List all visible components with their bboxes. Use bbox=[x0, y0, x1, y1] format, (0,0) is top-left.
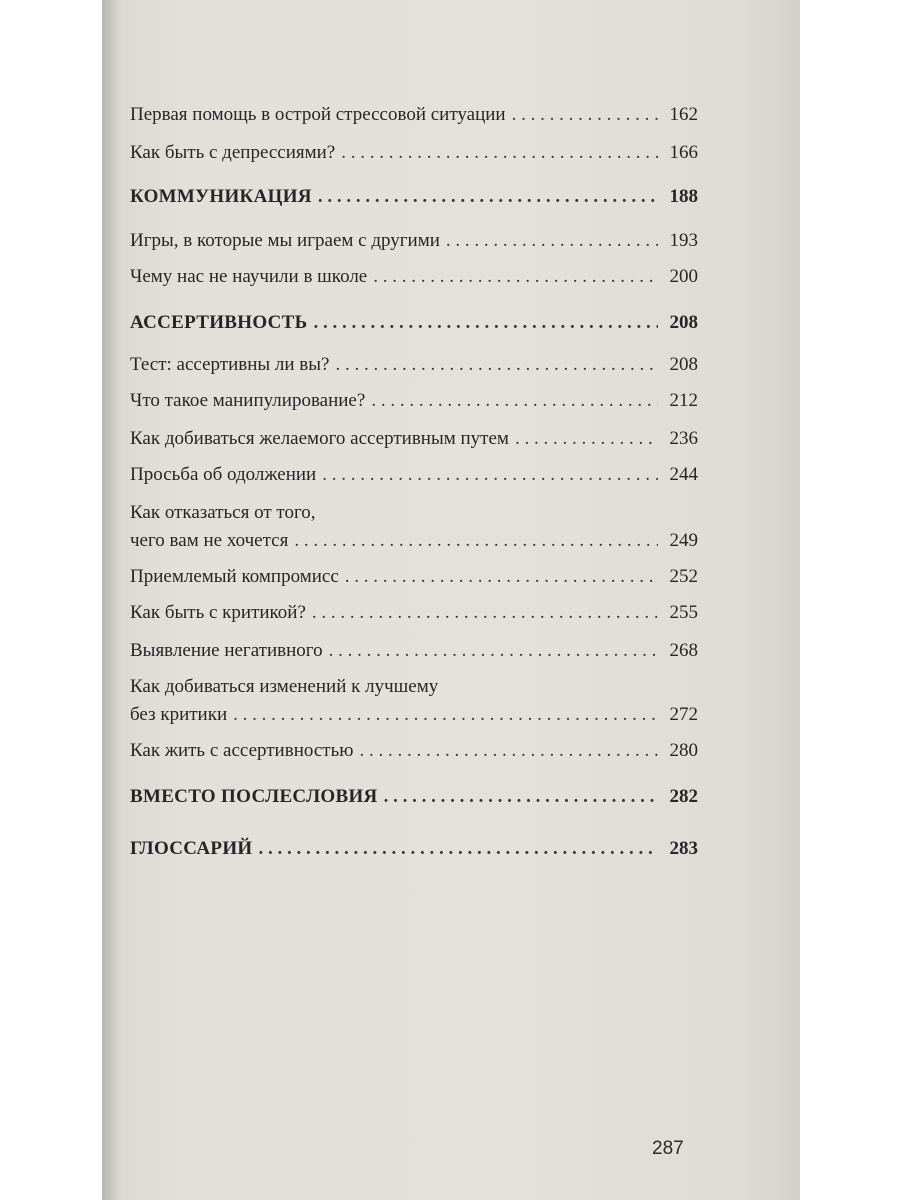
toc-section-title: АССЕРТИВНОСТЬ bbox=[130, 312, 308, 333]
toc-entry bbox=[130, 640, 698, 662]
dot-leader bbox=[341, 142, 658, 164]
dot-leader bbox=[384, 786, 658, 808]
toc-entry bbox=[130, 104, 698, 126]
paper-page bbox=[102, 0, 800, 1200]
toc-section-heading bbox=[130, 186, 698, 208]
toc-entry-page: 272 bbox=[669, 704, 698, 725]
toc-entry-title: без критики bbox=[130, 704, 228, 725]
toc-entry-title: Просьба об одолжении bbox=[130, 464, 317, 485]
toc-entry-title-first-line: Как отказаться от того, bbox=[130, 502, 316, 523]
toc-section-page: 283 bbox=[669, 838, 698, 859]
dot-leader bbox=[373, 266, 658, 288]
toc-entry-page: 280 bbox=[669, 740, 698, 761]
toc-entry-page: 208 bbox=[669, 354, 698, 375]
toc-entry bbox=[130, 704, 698, 726]
toc-entry-page: 268 bbox=[669, 640, 698, 661]
dot-leader bbox=[314, 312, 659, 334]
toc-entry-title: Как быть с критикой? bbox=[130, 602, 306, 623]
binding-shadow bbox=[102, 0, 120, 1200]
toc-section-page: 188 bbox=[669, 186, 698, 207]
toc-section-heading bbox=[130, 312, 698, 334]
toc-section-page: 282 bbox=[669, 786, 698, 807]
dot-leader bbox=[335, 354, 658, 376]
toc-section-title: КОММУНИКАЦИЯ bbox=[130, 186, 312, 207]
dot-leader bbox=[294, 530, 658, 552]
toc-entry-title: Приемлемый компромисс bbox=[130, 566, 339, 587]
toc-entry-page: 236 bbox=[669, 428, 698, 449]
toc-entry-title: Первая помощь в острой стрессовой ситуации bbox=[130, 104, 506, 125]
dot-leader bbox=[371, 390, 658, 412]
toc-entry bbox=[130, 266, 698, 288]
toc-entry bbox=[130, 566, 698, 588]
dot-leader bbox=[345, 566, 658, 588]
toc-entry-page: 193 bbox=[669, 230, 698, 251]
toc-entry-title: Тест: ассертивны ли вы? bbox=[130, 354, 330, 375]
dot-leader bbox=[515, 428, 658, 450]
dot-leader bbox=[312, 602, 658, 624]
toc-entry-title: Игры, в которые мы играем с другими bbox=[130, 230, 440, 251]
toc-entry-title: Выявление негативного bbox=[130, 640, 323, 661]
toc-entry bbox=[130, 530, 698, 552]
toc-entry bbox=[130, 354, 698, 376]
page-number: 287 bbox=[652, 1138, 684, 1159]
toc-entry-title: Как добиваться желаемого ассертивным путем bbox=[130, 428, 509, 449]
toc-entry bbox=[130, 602, 698, 624]
toc-entry-title: чего вам не хочется bbox=[130, 530, 289, 551]
toc-entry-page: 244 bbox=[669, 464, 698, 485]
toc-section-heading bbox=[130, 838, 698, 860]
toc-entry-title: Что такое манипулирование? bbox=[130, 390, 366, 411]
toc-entry-title: Чему нас не научили в школе bbox=[130, 266, 368, 287]
toc-section-page: 208 bbox=[669, 312, 698, 333]
toc-entry-page: 200 bbox=[669, 266, 698, 287]
dot-leader bbox=[329, 640, 658, 662]
dot-leader bbox=[446, 230, 658, 252]
dot-leader bbox=[258, 838, 658, 860]
dot-leader bbox=[322, 464, 658, 486]
dot-leader bbox=[233, 704, 658, 726]
toc-entry-page: 212 bbox=[669, 390, 698, 411]
toc-entry-page: 255 bbox=[669, 602, 698, 623]
toc-entry-page: 249 bbox=[669, 530, 698, 551]
toc-section-title: ГЛОССАРИЙ bbox=[130, 838, 253, 859]
dot-leader bbox=[318, 186, 658, 208]
toc-entry bbox=[130, 390, 698, 412]
toc-entry bbox=[130, 464, 698, 486]
toc-entry-page: 162 bbox=[669, 104, 698, 125]
toc-section-heading bbox=[130, 786, 698, 808]
toc-entry-page: 166 bbox=[669, 142, 698, 163]
toc-entry-title: Как быть с депрессиями? bbox=[130, 142, 336, 163]
toc-entry bbox=[130, 230, 698, 252]
toc-section-title: ВМЕСТО ПОСЛЕСЛОВИЯ bbox=[130, 786, 378, 807]
toc-entry-title: Как жить с ассертивностью bbox=[130, 740, 354, 761]
dot-leader bbox=[512, 104, 658, 126]
toc-entry bbox=[130, 740, 698, 762]
toc-entry-title-first-line: Как добиваться изменений к лучшему bbox=[130, 676, 439, 697]
dot-leader bbox=[359, 740, 658, 762]
toc-entry-page: 252 bbox=[669, 566, 698, 587]
toc-entry bbox=[130, 142, 698, 164]
toc-entry bbox=[130, 428, 698, 450]
